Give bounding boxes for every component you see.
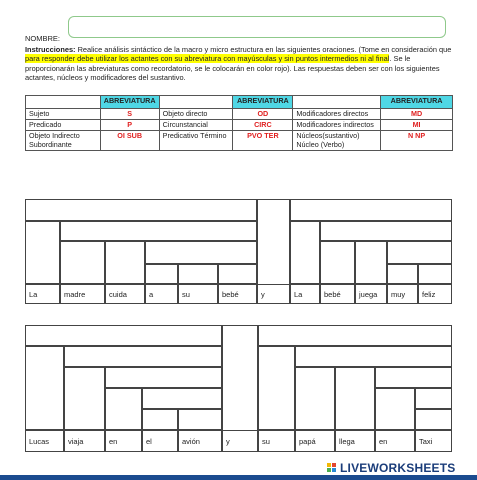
analysis-cell: [145, 264, 178, 284]
abbr-code: OD: [233, 109, 293, 120]
word-cell: [335, 430, 375, 452]
abbreviation-table: [25, 95, 453, 151]
analysis-cell: [25, 325, 222, 346]
sentence-word: Lucas: [29, 436, 50, 446]
analysis-cell: [375, 367, 452, 388]
sentence-word: su: [262, 436, 270, 446]
analysis-cell: [290, 221, 320, 284]
abbreviation-row: [26, 131, 453, 150]
analysis-cell: [60, 241, 105, 284]
sentence-word: La: [29, 289, 38, 299]
abbreviation-header-2: ABREVIATURA: [233, 96, 293, 109]
analysis-cell: [64, 346, 222, 367]
sentence-word: juega: [359, 289, 378, 299]
analysis-cell: [418, 264, 452, 284]
analysis-cell: [218, 264, 257, 284]
analysis-cell: [355, 241, 387, 284]
analysis-cell: [387, 241, 452, 264]
sentence-word: feliz: [422, 289, 436, 299]
analysis-cell: [320, 221, 452, 241]
word-cell: [257, 284, 290, 304]
analysis-cell: [320, 241, 355, 284]
analysis-cell: [25, 221, 60, 284]
abbreviation-row: [26, 109, 453, 120]
logo-mark-icon: [327, 463, 337, 473]
analysis-cell: [145, 241, 257, 264]
sentence-word: viaja: [68, 436, 84, 446]
word-cell: [418, 284, 452, 304]
abbreviation-header-3: ABREVIATURA: [381, 96, 453, 109]
sentence-word: el: [146, 436, 152, 446]
footer-bar: [0, 475, 477, 480]
sentence-word: en: [379, 436, 388, 446]
word-cell: [64, 430, 105, 452]
analysis-cell: [290, 199, 452, 221]
analysis-cell: [105, 241, 145, 284]
word-cell: [60, 284, 105, 304]
analysis-cell: [178, 264, 218, 284]
term: Objeto Indirecto Subordinante: [26, 131, 101, 150]
analysis-cell: [142, 409, 178, 430]
analysis-cell: [178, 409, 222, 430]
word-cell: [105, 430, 142, 452]
analysis-cell: [64, 367, 105, 430]
analysis-cell: [60, 221, 257, 241]
term: Sujeto: [26, 109, 101, 120]
abbr-code: S: [100, 109, 159, 120]
word-cell: [320, 284, 355, 304]
logo-text: LIVEWORKSHEETS: [340, 461, 456, 475]
analysis-cell: [258, 325, 452, 346]
analysis-cell: [257, 199, 290, 304]
word-cell: [25, 430, 64, 452]
analysis-cell: [222, 325, 258, 452]
name-label: NOMBRE:: [25, 34, 61, 43]
analysis-cell: [105, 367, 222, 388]
term: Núcleos(sustantivo) Núcleo (Verbo): [293, 131, 381, 150]
word-cell: [375, 430, 415, 452]
word-cell: [222, 430, 258, 452]
analysis-cell: [387, 264, 418, 284]
abbreviation-header-1: ABREVIATURA: [100, 96, 159, 109]
abbr-code: PVO TER: [233, 131, 293, 150]
instructions-text: [25, 45, 453, 83]
sentence-word: y: [226, 436, 230, 446]
abbr-code: P: [100, 120, 159, 131]
term: Predicado: [26, 120, 101, 131]
word-cell: [258, 430, 295, 452]
word-cell: [218, 284, 257, 304]
analysis-cell: [105, 388, 142, 430]
instructions-highlight: para responder debe utilizar los actantes con su abreviatura con mayúsculas y sin puntos intermedios ni al final: [25, 54, 390, 64]
word-cell: [25, 284, 60, 304]
abbr-code: MI: [381, 120, 453, 131]
abbr-code: MD: [381, 109, 453, 120]
analysis-cell: [335, 367, 375, 430]
sentence-word: en: [109, 436, 118, 446]
word-cell: [290, 284, 320, 304]
analysis-cell: [295, 346, 452, 367]
abbr-code: CIRC: [233, 120, 293, 131]
sentence-word: madre: [64, 289, 86, 299]
sentence-word: bebé: [324, 289, 341, 299]
analysis-cell: [295, 367, 335, 430]
name-input[interactable]: [68, 16, 446, 38]
instructions-part1: Realice análisis sintáctico de la macro y micro estructura en las siguientes oraciones. (Tome en consideración que: [75, 45, 452, 54]
sentence-word: papá: [299, 436, 316, 446]
term: Predicativo Término: [159, 131, 233, 150]
liveworksheets-logo: [327, 461, 455, 475]
word-cell: [178, 430, 222, 452]
instructions-part2: . Se le proporcionarán las abreviaturas como recordatorio, se le colocarán en color rojo). Las respuestas deben ser con los siguientes actantes, núcleos y modificadores del sustantivo.: [25, 54, 440, 83]
sentence-word: su: [182, 289, 190, 299]
analysis-cell: [258, 346, 295, 430]
instructions-lead: Instrucciones:: [25, 45, 76, 54]
word-cell: [142, 430, 178, 452]
sentence-word: bebé: [222, 289, 239, 299]
abbr-code: OI SUB: [100, 131, 159, 150]
sentence-word: avión: [182, 436, 200, 446]
word-cell: [178, 284, 218, 304]
term: Circunstancial: [159, 120, 233, 131]
word-cell: [105, 284, 145, 304]
term: Modificadores indirectos: [293, 120, 381, 131]
word-cell: [145, 284, 178, 304]
analysis-cell: [375, 388, 415, 430]
sentence-word: y: [261, 289, 265, 299]
term: Modificadores directos: [293, 109, 381, 120]
word-cell: [355, 284, 387, 304]
sentence-word: La: [294, 289, 303, 299]
analysis-cell: [415, 409, 452, 430]
sentence-word: Taxi: [419, 436, 433, 446]
abbreviation-row: [26, 120, 453, 131]
analysis-cell: [25, 199, 257, 221]
sentence-word: llega: [339, 436, 355, 446]
abbr-code: N NP: [381, 131, 453, 150]
analysis-cell: [142, 388, 222, 409]
word-cell: [415, 430, 452, 452]
analysis-cell: [415, 388, 452, 409]
analysis-cell: [25, 346, 64, 430]
term: Objeto directo: [159, 109, 233, 120]
sentence-word: a: [149, 289, 154, 299]
abbreviation-header-row: [26, 96, 453, 109]
word-cell: [387, 284, 418, 304]
word-cell: [295, 430, 335, 452]
sentence-word: muy: [391, 289, 406, 299]
sentence-word: cuida: [109, 289, 127, 299]
